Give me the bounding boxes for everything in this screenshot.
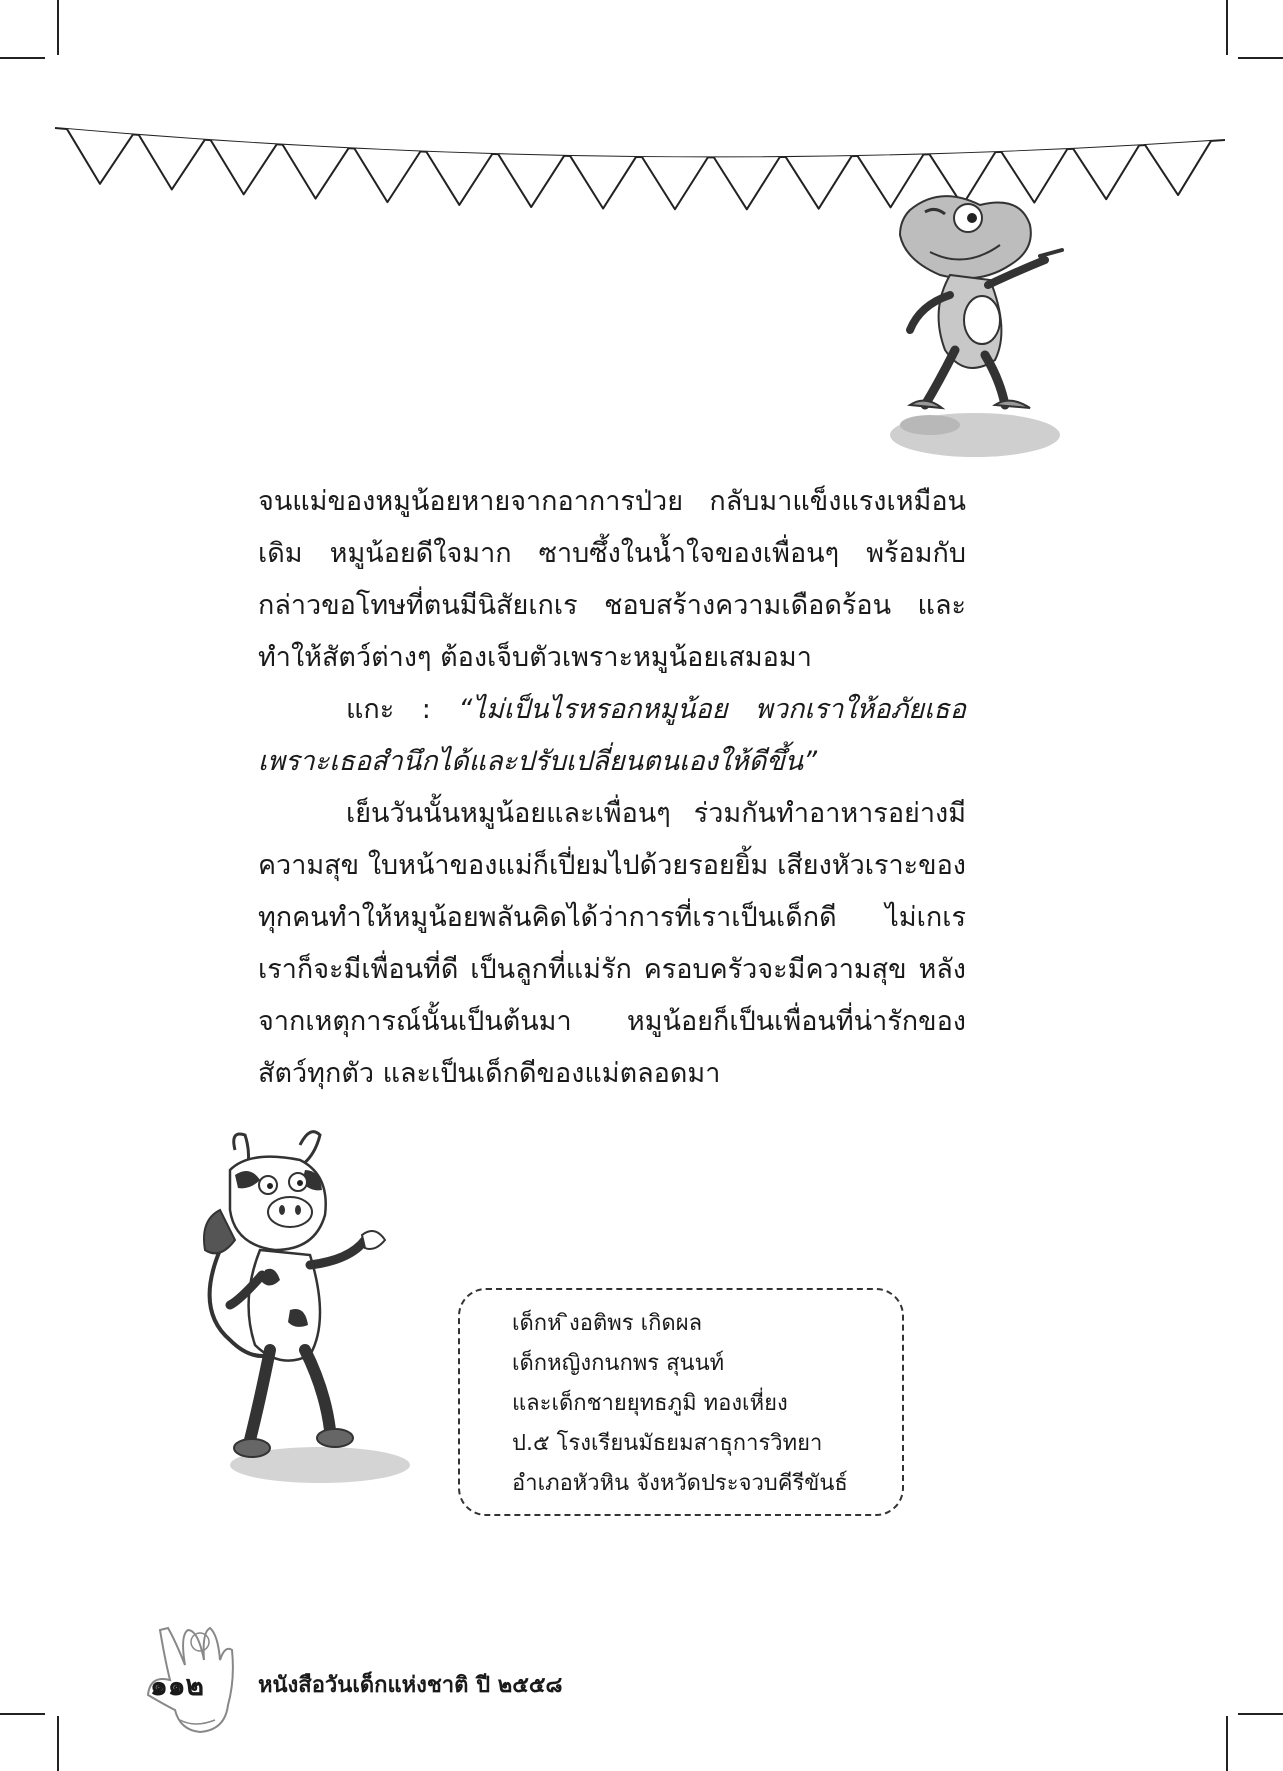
bunting-pennant — [1073, 145, 1139, 199]
credit-line: เด็กหญิงกนกพร สุนนท์ — [512, 1351, 725, 1376]
credit-line: อำเภอหัวหิน จังหวัดประจวบคีรีขันธ์ — [512, 1471, 848, 1496]
bunting-pennant — [139, 135, 205, 189]
credit-line: ป.๕ โรงเรียนมัธยมสาธุการวิทยา — [512, 1431, 823, 1456]
author-credit-box — [458, 1288, 904, 1516]
bunting-pennant — [283, 145, 349, 199]
bunting-banner — [0, 0, 1283, 220]
bunting-pennant — [1145, 141, 1211, 195]
dialogue-paragraph — [258, 684, 966, 788]
bunting-pennant — [211, 140, 277, 194]
bunting-pennant — [426, 152, 492, 205]
credit-line: และเด็กชายยุทธภูมิ ทองเหี่ยง — [512, 1391, 788, 1416]
cow-cartoon-icon — [190, 1130, 420, 1490]
story-text — [258, 476, 966, 1100]
bunting-pennant — [570, 156, 636, 209]
bunting-pennant — [355, 149, 421, 203]
story-paragraph: จนแม่ของหมูน้อยหายจากอาการป่วย กลับมาแข็งแรงเหมือนเดิม หมูน้อยดีใจมาก ซาบซึ้งในน้ำใจของเพื่อนๆ พร้อมกับกล่าวขอโทษที่ตนมีนิสัยเกเร ชอบสร้างความเดือดร้อน และทำให้สัตว์ต่างๆ ต้องเจ็บตัวเพราะหมูน้อยเสมอมา — [258, 486, 966, 673]
bunting-pennant — [498, 154, 564, 207]
dialogue-quote: “ไม่เป็นไรหรอกหมูน้อย พวกเราให้อภัยเธอ เพราะเธอสำนึกได้และปรับเปลี่ยนตนเองให้ดีขึ้น” — [258, 694, 966, 777]
speaker-label: แกะ : — [346, 694, 459, 725]
credit-line: เด็กห ิงอติพร เกิดผล — [512, 1311, 703, 1336]
bunting-pennant — [67, 129, 133, 184]
bunting-pennant — [714, 157, 780, 209]
page-number: ๑๑๒ — [150, 1669, 205, 1702]
crop-mark — [57, 1716, 59, 1771]
story-paragraph: เย็นวันนั้นหมูน้อยและเพื่อนๆ ร่วมกันทำอาหารอย่างมีความสุข ใบหน้าของแม่ก็เปี่ยมไปด้วยรอยยิ้ม เสียงหัวเราะของทุกคนทำให้หมูน้อยพลันคิดได้ว่าการที่เราเป็นเด็กดี ไม่เกเร เราก็จะมีเพื่อนที่ดี เป็นลูกที่แม่รัก ครอบครัวจะมีความสุข หลังจากเหตุการณ์นั้นเป็นต้นมา หมูน้อยก็เป็นเพื่อนที่น่ารักของสัตว์ทุกตัว และเป็นเด็กดีของแม่ตลอดมา — [258, 798, 966, 1089]
bunting-pennant — [786, 156, 852, 209]
crop-mark — [1238, 1713, 1283, 1715]
crop-mark — [0, 1713, 45, 1715]
frog-cartoon-icon — [870, 190, 1070, 470]
crop-mark — [1226, 1716, 1228, 1771]
bunting-pennant — [642, 157, 708, 209]
book-title: หนังสือวันเด็กแห่งชาติ ปี ๒๕๕๘ — [258, 1672, 563, 1698]
